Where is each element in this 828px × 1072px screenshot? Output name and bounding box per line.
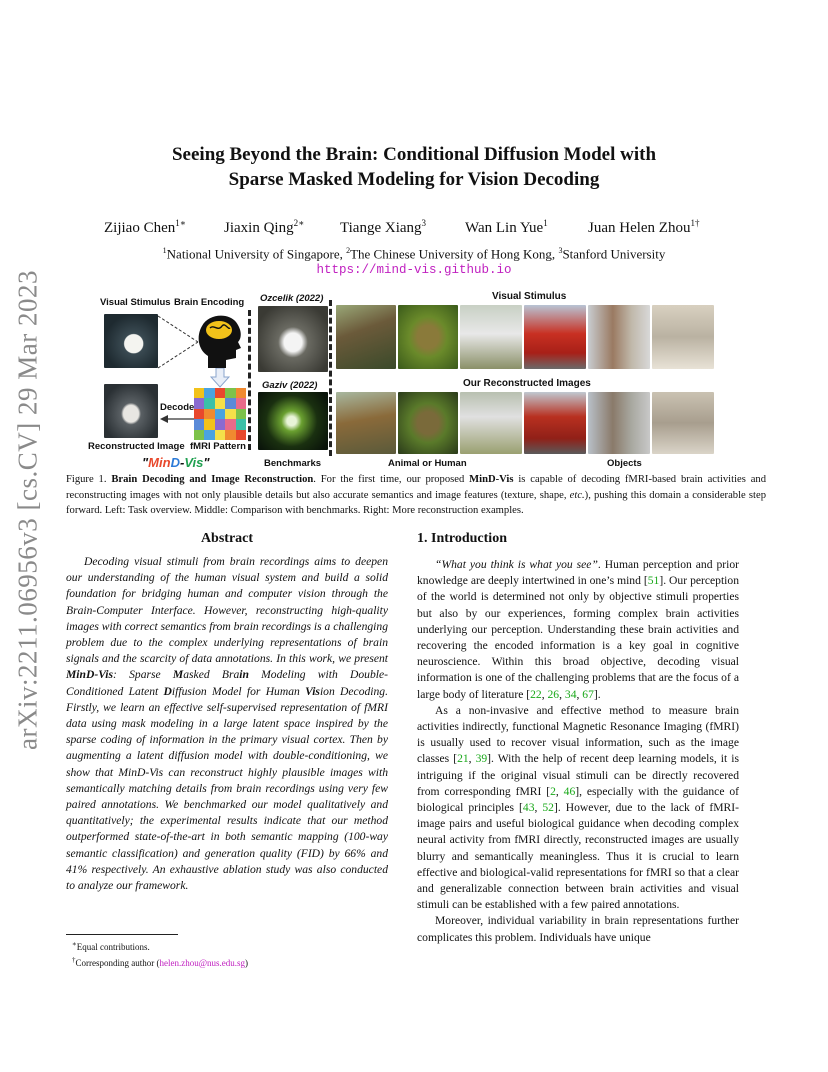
fmri-cell	[225, 388, 235, 398]
visual-stimulus-label: Visual Stimulus	[100, 297, 171, 308]
fmri-pattern-grid	[194, 388, 246, 440]
fmri-cell	[204, 419, 214, 429]
citation-link[interactable]: 52	[542, 801, 554, 815]
brain-encoding-label: Brain Encoding	[174, 297, 245, 308]
fmri-cell	[215, 430, 225, 440]
fmri-cell	[236, 419, 246, 429]
fmri-cell	[215, 388, 225, 398]
intro-paragraph-2: As a non-invasive and effective method to measure brain activities indirectly, functional Magnetic Resonance Imaging (fMRI) is usually used to recover visual information, such as the image classes [21, 39]. With the help of recent deep learning models, it is intriguing if the original visual stimuli can be directly recovered from corresponding fMRI [2, 46], especially with the guidance of biological principles [43, 52]. However, due to the lack of fMRI-image pairs and useful biological guidance when decoding complex neural activity from fMRI directly, reconstructed images are usually blurry and semantically meaningless. Thus it is crucial to learn effective and biological-valid representations for fMRI so that a clear and generalizable connection between brain activities and visual stimuli can be established with a few paired annotations.	[417, 703, 740, 912]
paper-title	[0, 142, 828, 192]
citation-link[interactable]: 21	[457, 752, 469, 766]
citation-link[interactable]: 39	[475, 752, 488, 766]
author-5: Juan Helen Zhou$^{1\dagger}$	[588, 218, 700, 236]
fmri-cell	[204, 388, 214, 398]
reconstructed-image-label: Reconstructed Image	[88, 441, 185, 452]
fmri-cell	[215, 398, 225, 408]
fmri-pattern-label: fMRI Pattern	[190, 441, 246, 452]
fmri-cell	[204, 430, 214, 440]
fmri-cell	[236, 409, 246, 419]
building-stimulus-image	[588, 305, 650, 369]
affiliations: $^1$National University of Singapore, $^2$The Chinese University of Hong Kong, $^3$Stanford University	[162, 246, 666, 262]
mindvis-logo: "MinD-Vis"	[142, 455, 210, 470]
introduction-heading: 1. Introduction	[417, 531, 507, 546]
down-arrow-icon	[210, 368, 230, 388]
figure-caption: Figure 1. Brain Decoding and Image Reconstruction. For the first time, our proposed MinD-Vis is capable of decoding fMRI-based brain activities and reconstructing images with not only plausible details but also accurate semantics and image features (texture, shape, etc.), pushing this domain a considerable step forward. Left: Task overview. Middle: Comparison with benchmarks. Right: More reconstruction examples.	[66, 474, 766, 516]
fmri-cell	[194, 398, 204, 408]
intro-paragraph-1: “What you think is what you see”. Human perception and prior knowledge are deeply intertwined in one’s mind [51]. Our perception of the world is determined not only by objective stimuli properties but also by our experiences, forming complex brain activities underlying our perception. Understanding these brain activities and recovering the encoded information is a key goal in cognitive neuroscience. Within this broad objective, decoding visual information is one of the challenging problems that are the focus of a large body of literature [22, 26, 34, 67].	[417, 558, 739, 701]
citation-link[interactable]: 43	[522, 801, 535, 815]
baseball-stimulus-image	[460, 305, 522, 369]
author-1: Zijiao Chen$^{1∗}$	[104, 218, 186, 236]
fmri-cell	[194, 409, 204, 419]
citation-link[interactable]: 2	[550, 784, 556, 798]
visual-stimulus-right-label: Visual Stimulus	[492, 291, 567, 302]
citation-link[interactable]: 67	[582, 687, 594, 701]
benchmarks-label: Benchmarks	[264, 458, 322, 469]
fmri-cell	[225, 430, 235, 440]
author-2: Jiaxin Qing$^{2∗}$	[224, 218, 305, 236]
lizard-reconstructed-image	[398, 392, 458, 454]
fmri-cell	[215, 419, 225, 429]
giraffe-stimulus-image	[336, 305, 396, 369]
abstract-heading: Abstract	[200, 531, 254, 546]
fmri-cell	[194, 388, 204, 398]
fmri-cell	[225, 409, 235, 419]
fmri-cell	[204, 398, 214, 408]
bathroom-stimulus-image	[652, 305, 714, 369]
title-line-1: Seeing Beyond the Brain: Conditional Diffusion Model with	[171, 144, 657, 165]
ozcelik-label: Ozcelik (2022)	[260, 293, 324, 304]
fmri-cell	[204, 409, 214, 419]
citation-link[interactable]: 51	[647, 574, 660, 588]
email-link[interactable]: helen.zhou@nus.edu.sg	[159, 958, 246, 968]
author-3: Tiange Xiang$^3$	[340, 218, 427, 236]
footnote-rule	[66, 934, 178, 935]
lizard-stimulus-image	[398, 305, 458, 369]
fmri-cell	[236, 388, 246, 398]
fmri-cell	[194, 419, 204, 429]
our-reconstructed-label: Our Reconstructed Images	[463, 378, 591, 389]
fmri-cell	[215, 409, 225, 419]
decode-arrow	[160, 414, 194, 424]
fmri-cell	[225, 419, 235, 429]
introduction-text	[417, 557, 739, 946]
intro-paragraph-3: Moreover, individual variability in brain representations further complicates this problem. Individuals have unique	[417, 914, 739, 944]
baseball-reconstructed-image	[460, 392, 522, 454]
middle-panel-divider	[329, 300, 332, 456]
footnotes	[72, 938, 392, 970]
swan-reconstructed-image	[104, 384, 158, 438]
animal-or-human-label: Animal or Human	[388, 458, 467, 469]
bathroom-reconstructed-image	[652, 392, 714, 454]
gaziv-label: Gaziv (2022)	[262, 380, 318, 391]
objects-label: Objects	[607, 458, 642, 469]
fmri-cell	[225, 398, 235, 408]
author-4: Wan Lin Yue$^1$	[465, 218, 548, 236]
figure-1	[66, 288, 766, 470]
ozcelik-reconstruction-image	[258, 306, 328, 372]
fmri-cell	[194, 430, 204, 440]
citation-link[interactable]: 22	[530, 687, 542, 701]
fmri-cell	[236, 398, 246, 408]
footnote-corresponding-author: †Corresponding author (helen.zhou@nus.edu.sg)	[72, 956, 249, 968]
swan-stimulus-image	[104, 314, 158, 368]
brain-head-icon	[194, 310, 244, 370]
building-reconstructed-image	[588, 392, 650, 454]
fmri-cell	[236, 430, 246, 440]
project-url-link[interactable]: https://mind-vis.github.io	[316, 263, 512, 277]
abstract-text: Decoding visual stimuli from brain recordings aims to deepen our understanding of the human visual system and build a solid foundation for bridging human and computer vision through the Brain-Computer Interface. However, reconstructing high-quality images with correct semantics from brain recordings is a challenging problem due to the complex underlying representations of brain signals and the scarcity of data annotations. In this work, we present MinD-Vis: Sparse Masked Brain Modeling with Double-Conditioned Latent Diffusion Model for Human Vision Decoding. Firstly, we learn an effective self-supervised representation of fMRI data using mask modeling in a large latent space inspired by the sparse coding of information in the primary visual cortex. Then by augmenting a latent diffusion model with double-conditioning, we show that MinD-Vis can reconstruct highly plausible images with semantically matching details from brain recordings using very few paired annotations. We benchmarked our model qualitatively and quantitatively; the experimental results indicate that our method outperformed state-of-the-art in both semantic mapping (100-way semantic classification) and generation quality (FID) by 66% and 41% respectively. An exhaustive ablation study was also conducted to analyze our framework.	[66, 555, 389, 893]
firetruck-stimulus-image	[524, 305, 586, 369]
giraffe-reconstructed-image	[336, 392, 396, 454]
arxiv-stamp	[8, 260, 48, 760]
footnote-equal-contribution: ∗Equal contributions.	[72, 940, 150, 952]
citation-link[interactable]: 46	[563, 784, 576, 798]
decode-label: Decode	[160, 402, 195, 413]
citation-link[interactable]: 26	[547, 687, 560, 701]
arxiv-id: arXiv:2211.06956v3 [cs.CV] 29 Mar 2023	[12, 270, 43, 750]
left-panel-divider	[248, 310, 251, 450]
citation-link[interactable]: 34	[564, 687, 577, 701]
gaziv-reconstruction-image	[258, 392, 328, 450]
firetruck-reconstructed-image	[524, 392, 586, 454]
title-line-2: Sparse Masked Modeling for Vision Decoding	[228, 169, 600, 190]
